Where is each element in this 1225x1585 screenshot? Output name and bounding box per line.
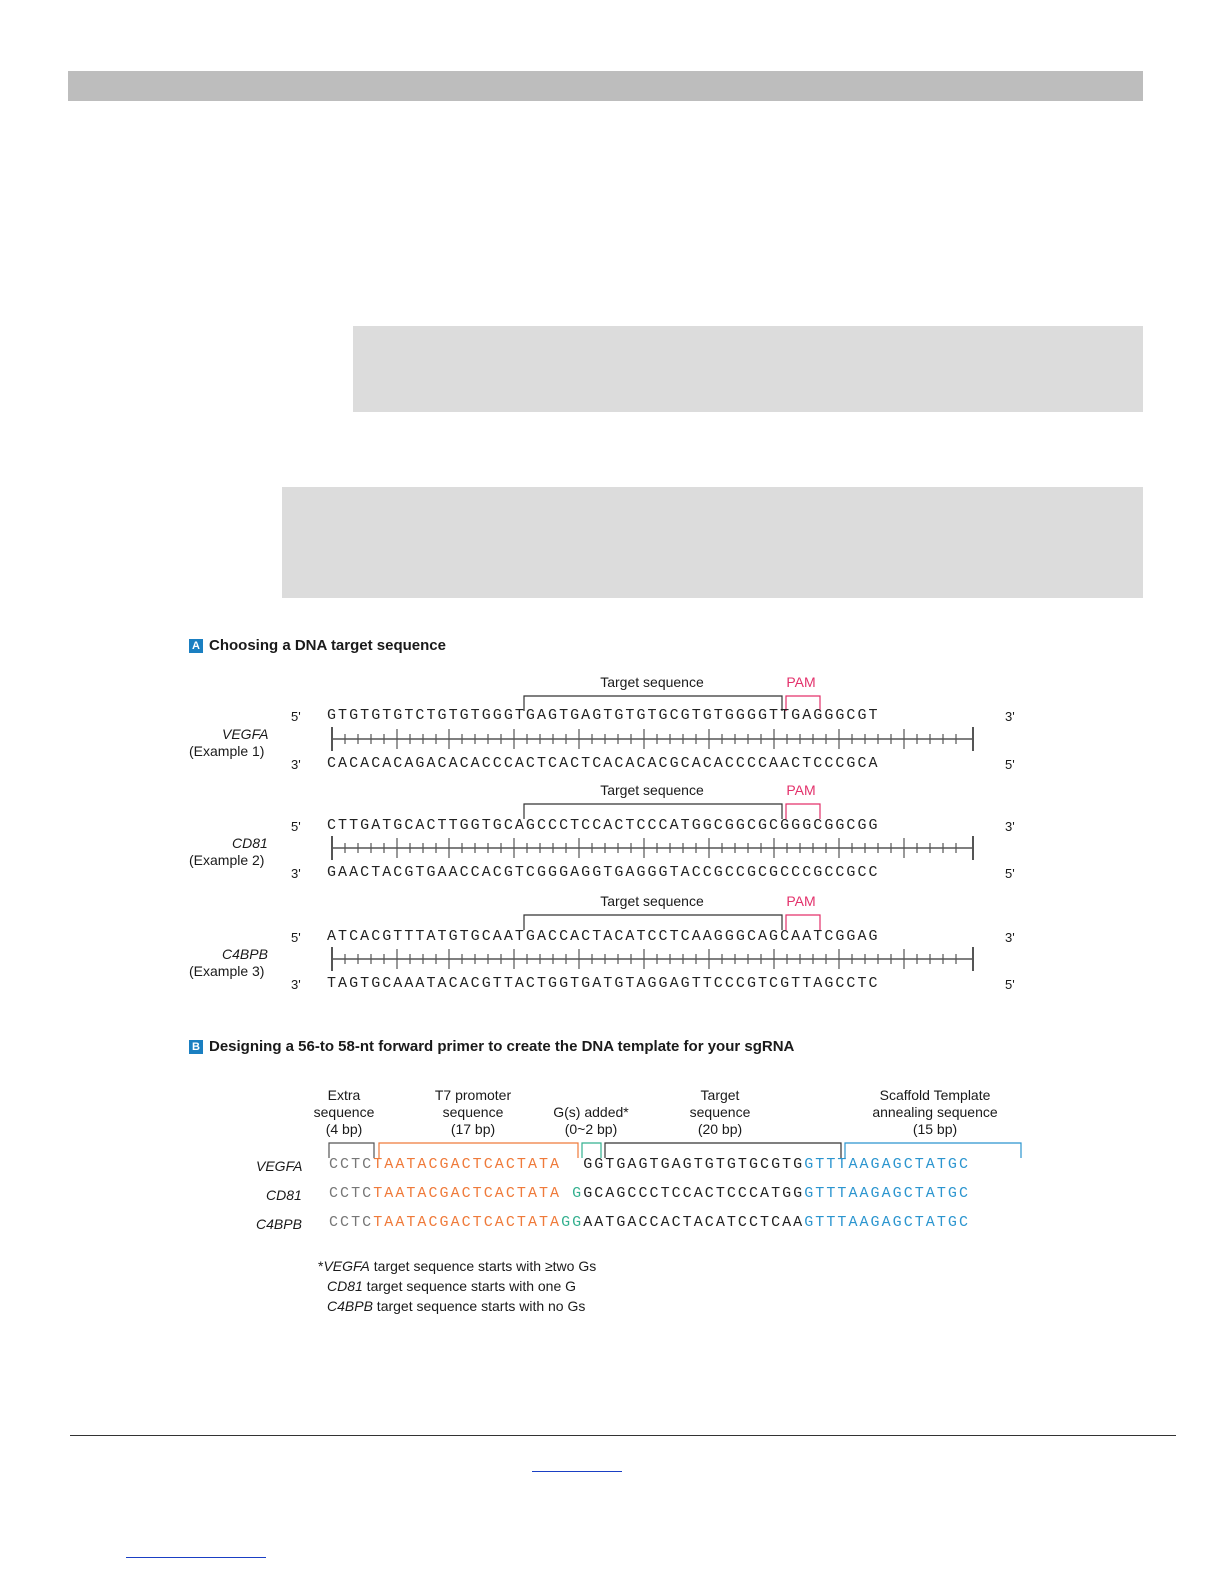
header-line: (17 bp) <box>450 1121 496 1137</box>
redacted-box <box>353 326 1143 412</box>
target-seq: GCAGCCCTCCACTCCCATGG <box>583 1185 805 1202</box>
panel-b-title: Designing a 56-to 58-nt forward primer to create the DNA template for your sgRNA <box>209 1038 795 1055</box>
column-header-extra <box>300 1087 388 1138</box>
five-prime: 5' <box>291 930 301 945</box>
header-line: (15 bp) <box>912 1121 958 1137</box>
primer-sequence <box>329 1185 970 1202</box>
target-seq: GGTGAGTGAGTGTGTGCGTG <box>583 1156 805 1173</box>
t7-seq: TAATACGACTCACTATA <box>373 1214 562 1231</box>
pam-label: PAM <box>786 782 816 798</box>
example-label: (Example 2) <box>189 852 265 868</box>
three-prime: 3' <box>291 866 301 881</box>
panel-b-badge: B <box>189 1040 203 1054</box>
footnote-gene: C4BPB <box>327 1298 373 1314</box>
header-line: G(s) added* <box>553 1104 629 1120</box>
gene-name: CD81 <box>232 835 268 851</box>
header-line: (4 bp) <box>325 1121 363 1137</box>
header-line: (20 bp) <box>697 1121 743 1137</box>
scaffold-seq: GTTTAAGAGCTATGC <box>804 1156 971 1173</box>
scaffold-seq: GTTTAAGAGCTATGC <box>804 1185 971 1202</box>
three-prime: 3' <box>1005 930 1015 945</box>
footnote-line <box>318 1276 596 1296</box>
footnote-gene: VEGFA <box>323 1258 370 1274</box>
footnote-gene: CD81 <box>327 1278 363 1294</box>
g-added-seq <box>561 1156 583 1173</box>
extra-seq: CCTC <box>329 1185 374 1202</box>
target-seq: AATGACCACTACATCCTCAA <box>583 1214 805 1231</box>
base-pair-ladder <box>328 946 978 972</box>
five-prime: 5' <box>1005 977 1015 992</box>
g-added-seq: GG <box>561 1214 584 1231</box>
column-header-scaffold <box>852 1087 1018 1138</box>
pam-label: PAM <box>786 674 816 690</box>
header-bar <box>68 71 1143 101</box>
bottom-strand: CACACACAGACACACCCACTCACTCACACACGCACACCCCAACTCCCGCA <box>327 755 880 772</box>
footnote-line <box>318 1256 596 1276</box>
footer-link[interactable] <box>532 1471 622 1472</box>
column-header-g-added <box>536 1104 646 1138</box>
panel-b-heading <box>189 1038 794 1055</box>
top-strand: CTTGATGCACTTGGTGCAGCCCTCCACTCCCATGGCGGCGCGGGCGGCGG <box>327 817 880 834</box>
primer-sequence <box>329 1156 970 1173</box>
three-prime: 3' <box>1005 709 1015 724</box>
gene-name: C4BPB <box>256 1216 302 1232</box>
top-strand: ATCACGTTTATGTGCAATGACCACTACATCCTCAAGGGCAGCAATCGGAG <box>327 928 880 945</box>
base-pair-ladder <box>328 726 978 752</box>
header-line: Extra <box>327 1087 361 1103</box>
extra-seq: CCTC <box>329 1156 374 1173</box>
g-added-seq: G <box>561 1185 584 1202</box>
five-prime: 5' <box>291 709 301 724</box>
header-line: annealing sequence <box>872 1104 998 1120</box>
three-prime: 3' <box>1005 819 1015 834</box>
footnote-text: target sequence starts with ≥two Gs <box>369 1258 597 1274</box>
gene-name: CD81 <box>266 1187 302 1203</box>
t7-seq: TAATACGACTCACTATA <box>373 1185 562 1202</box>
three-prime: 3' <box>291 977 301 992</box>
footnote-line <box>318 1296 596 1316</box>
redacted-box <box>282 487 1143 598</box>
pam-label: PAM <box>786 893 816 909</box>
header-line: sequence <box>313 1104 375 1120</box>
header-line: T7 promoter <box>434 1087 512 1103</box>
gene-name: C4BPB <box>222 946 268 962</box>
header-line: (0~2 bp) <box>564 1121 618 1137</box>
footnote-text: target sequence starts with one G <box>362 1278 577 1294</box>
header-line: sequence <box>689 1104 751 1120</box>
five-prime: 5' <box>1005 757 1015 772</box>
five-prime: 5' <box>1005 866 1015 881</box>
target-label: Target sequence <box>600 674 704 690</box>
five-prime: 5' <box>291 819 301 834</box>
bottom-strand: GAACTACGTGAACCACGTCGGGAGGTGAGGGTACCGCCGCGCCCGCCGCC <box>327 864 880 881</box>
footnote-star: * <box>318 1258 324 1274</box>
footer-link[interactable] <box>126 1557 266 1558</box>
target-label: Target sequence <box>600 893 704 909</box>
top-strand: GTGTGTGTCTGTGTGGGTGAGTGAGTGTGTGCGTGTGGGGTTGAGGGCGT <box>327 707 880 724</box>
bottom-strand: TAGTGCAAATACACGTTACTGGTGATGTAGGAGTTCCCGTCGTTAGCCTC <box>327 975 880 992</box>
scaffold-seq: GTTTAAGAGCTATGC <box>804 1214 971 1231</box>
footer-divider <box>70 1435 1176 1436</box>
panel-a-heading <box>189 637 446 654</box>
extra-seq: CCTC <box>329 1214 374 1231</box>
column-header-target <box>670 1087 770 1138</box>
primer-sequence <box>329 1214 970 1231</box>
target-label: Target sequence <box>600 782 704 798</box>
example-label: (Example 1) <box>189 743 265 759</box>
panel-a-title: Choosing a DNA target sequence <box>209 637 446 654</box>
three-prime: 3' <box>291 757 301 772</box>
header-line: sequence <box>442 1104 504 1120</box>
base-pair-ladder <box>328 835 978 861</box>
panel-a-badge: A <box>189 639 203 653</box>
header-line: Target <box>700 1087 740 1103</box>
footnotes <box>318 1256 596 1316</box>
column-header-t7 <box>408 1087 538 1138</box>
header-line: Scaffold Template <box>879 1087 991 1103</box>
t7-seq: TAATACGACTCACTATA <box>373 1156 562 1173</box>
gene-name: VEGFA <box>256 1158 303 1174</box>
gene-name: VEGFA <box>222 726 269 742</box>
footnote-text: target sequence starts with no Gs <box>372 1298 586 1314</box>
example-label: (Example 3) <box>189 963 265 979</box>
